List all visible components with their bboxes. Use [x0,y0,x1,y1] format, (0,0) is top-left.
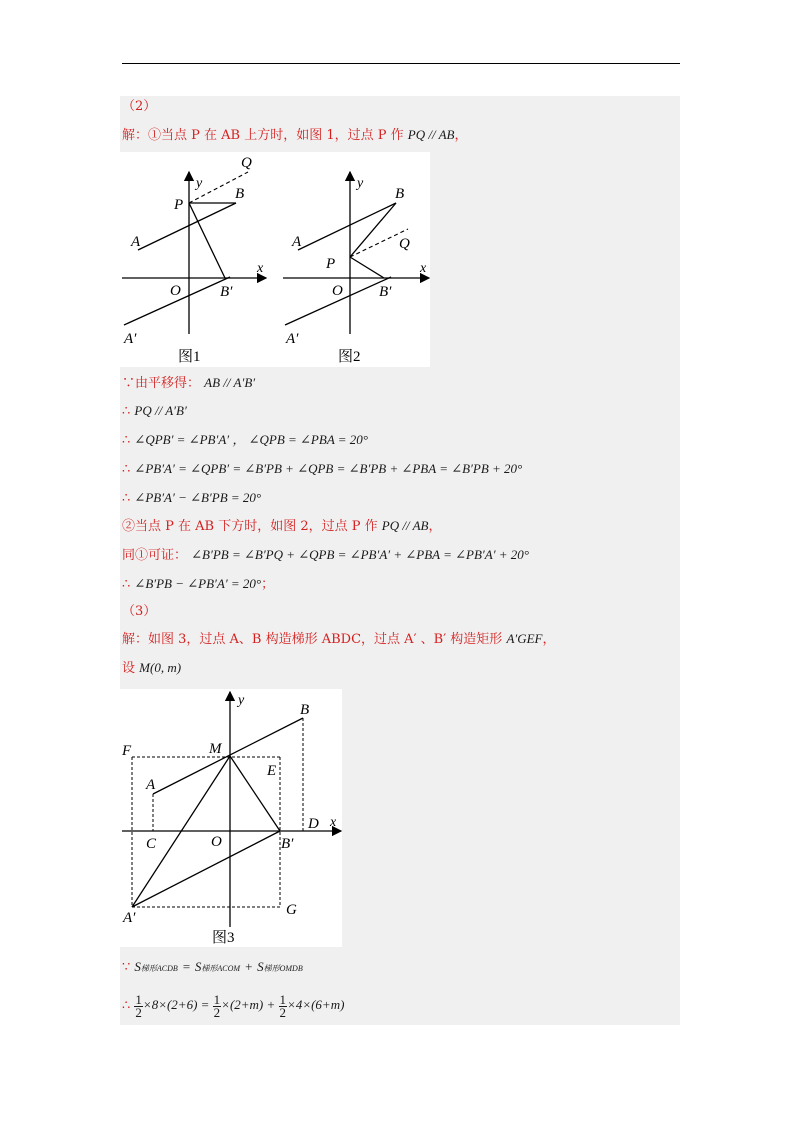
step1-line [122,374,255,393]
step5-line [122,489,261,508]
step1-math: AB // A′B′ [204,375,256,390]
area-s1: S [134,959,141,974]
fig3-label-x: x [330,815,337,830]
fig3-label-b-prime: B′ [281,836,294,852]
case2-suffix: ， [428,519,442,534]
fig1-label-y: y [196,176,203,191]
area-sub3: 梯形OMDB [263,964,303,973]
step2-math: PQ // A′B′ [134,403,187,418]
case2-math: PQ // AB [381,518,429,533]
case1-math: PQ // AB [407,127,455,142]
step4-line [122,460,522,479]
figure-3-svg [120,689,342,947]
fig2-label-p: P [326,256,336,272]
fig1-label-q: Q [241,155,252,171]
fig3-label-g: G [286,902,297,918]
area-s3: S [257,959,264,974]
area-plus: + [244,959,253,974]
step5-math: ∠PB′A′ − ∠B′PB = 20° [134,490,262,505]
final-part3: ×4×(6+m) [287,997,345,1013]
step7-math: ∠B′PB − ∠PB′A′ = 20° [134,576,262,591]
fig3-label-a-prime: A′ [123,910,136,926]
fig1-label-a: A [131,234,141,250]
section2-label: （2） [122,99,157,114]
fig1-label-b: B [235,186,245,202]
fig1-caption: 图1 [178,349,201,365]
area-eq: = [181,959,191,974]
header-rule [122,63,680,64]
therefore-symbol: ∴ [122,998,131,1014]
section3-intro: 解：如图 3，过点 A、B 构造梯形 ABDC，过点 A′ 、B′ 构造矩形 [122,632,503,647]
area-equation-line [122,958,303,978]
therefore-symbol: ∴ [122,491,131,506]
step3-line [122,431,368,450]
step4-math: ∠PB′A′ = ∠QPB′ = ∠B′PB + ∠QPB = ∠B′PB + ∠PBA = ∠B′PB + 20° [134,461,523,476]
step6-line [122,546,529,565]
fig1-label-p: P [174,197,184,213]
step6-math: ∠B′PB = ∠B′PQ + ∠QPB = ∠PB′A′ + ∠PBA = ∠PB′A′ + 20° [191,547,530,562]
fig1-label-o: O [170,283,181,299]
section3-intro-suffix: ， [542,632,556,647]
therefore-symbol: ∴ [122,433,131,448]
step2-line [122,402,187,421]
fig2-label-a: A [292,234,302,250]
section3-intro-line [122,630,556,649]
step7-line [122,575,274,594]
therefore-symbol: ∴ [122,462,131,477]
fig2-label-b: B [395,186,405,202]
section3-set-text: 设 [122,661,136,676]
fig3-label-a: A [146,777,156,793]
fraction-half-1: $\frac{1}{2}$ [135,992,142,1020]
fig3-label-o: O [211,834,222,850]
area-sub1: 梯形ACDB [140,964,178,973]
fig1-label-b-prime: B′ [220,284,233,300]
final-part2: ×(2+m) + [221,997,276,1013]
fig2-label-q: Q [399,236,410,252]
fig3-label-e: E [267,763,277,779]
case1-prefix: 解：①当点 P 在 AB 上方时，如图 1，过点 P 作 [122,128,404,143]
figure-3 [120,689,342,947]
fig3-caption: 图3 [212,930,235,946]
fig3-label-m: M [209,741,222,757]
step6-text: 同①可证： [122,548,188,563]
case1-line [122,126,468,145]
fraction-half-3: $\frac{1}{2}$ [279,992,287,1020]
case2-prefix: ②当点 P 在 AB 下方时，如图 2，过点 P 作 [122,519,378,534]
fraction-half-2: $\frac{1}{2}$ [213,992,221,1020]
because-symbol: ∵ [122,376,136,391]
figure-2 [283,172,429,365]
case1-suffix: ， [454,128,468,143]
therefore-symbol: ∴ [122,577,131,592]
step3-math: ∠QPB′ = ∠PB′A′ ， ∠QPB = ∠PBA = 20° [134,432,368,447]
section3-intro-math: A′GEF [506,631,543,646]
fig2-label-y: y [357,176,364,191]
section3-set-math: M(0, m) [139,660,182,675]
fig3-label-f: F [122,743,132,759]
fig2-label-a-prime: A′ [286,331,299,347]
fig1-label-x: x [257,261,264,276]
case2-line [122,517,442,536]
because-symbol: ∵ [122,960,131,975]
therefore-symbol: ∴ [122,404,131,419]
area-sub2: 梯形ACOM [201,964,241,973]
final-equation [134,992,345,1020]
step1-text: 由平移得： [135,376,201,391]
final-part1: ×8×(2+6) = [142,997,210,1013]
figure-1-2-svg [120,152,430,367]
fig3-label-d: D [308,816,319,832]
fig3-label-c: C [146,836,157,852]
area-s2: S [194,959,202,974]
fig2-caption: 图2 [338,349,361,365]
fig3-label-b: B [300,702,310,718]
figure-1-2 [120,152,430,367]
final-equation-line [122,994,344,1019]
figure-1 [122,155,266,365]
fig3-label-y: y [238,693,245,708]
section3-label: （3） [122,604,157,619]
step7-suffix: ； [261,577,275,592]
section3-set-line [122,659,181,678]
fig2-label-o: O [332,283,343,299]
fig2-label-x: x [420,261,427,276]
fig1-label-a-prime: A′ [124,331,137,347]
fig2-label-b-prime: B′ [379,284,392,300]
